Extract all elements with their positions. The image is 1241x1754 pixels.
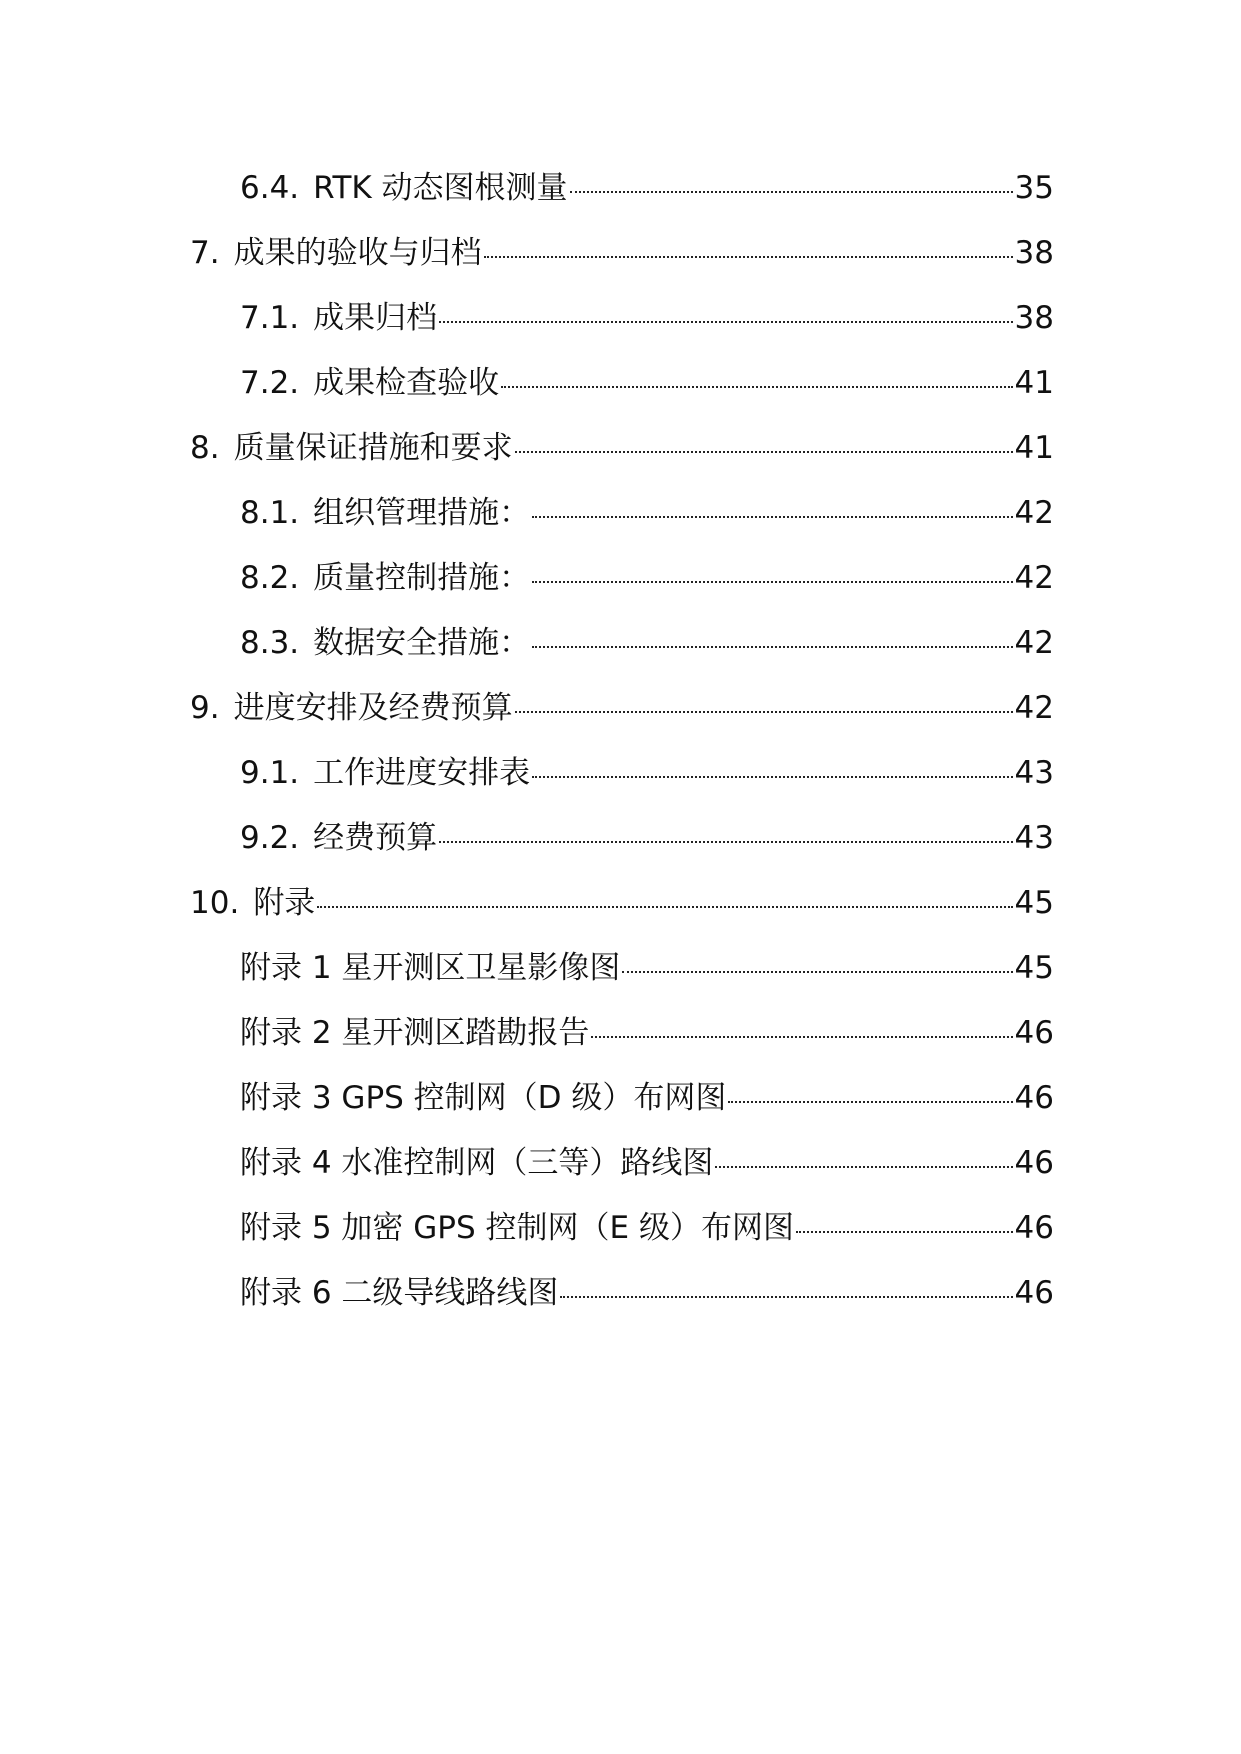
toc-dot-leader — [570, 191, 1013, 193]
toc-entry-number: 8.3. — [240, 625, 300, 661]
toc-entry-page-number: 46 — [1014, 1080, 1054, 1116]
toc-entry-number: 9.2. — [240, 820, 300, 856]
toc-entry[interactable] — [190, 1196, 1054, 1261]
toc-entry-title: 成果归档 — [313, 300, 438, 336]
toc-entry-page-number: 42 — [1014, 560, 1054, 596]
toc-entry-title: 组织管理措施： — [313, 495, 531, 531]
toc-entry-page-number: 38 — [1014, 300, 1054, 336]
toc-entry[interactable] — [190, 611, 1054, 676]
toc-dot-leader — [796, 1231, 1013, 1233]
toc-entry-title: 附录 2 星开测区踏勘报告 — [240, 1015, 590, 1051]
toc-entry[interactable] — [190, 676, 1054, 741]
toc-entry-page-number: 46 — [1014, 1210, 1054, 1246]
toc-entry-title: 经费预算 — [313, 820, 438, 856]
toc-entry-title: 附录 1 星开测区卫星影像图 — [240, 950, 621, 986]
toc-dot-leader — [532, 516, 1012, 518]
toc-entry-page-number: 42 — [1014, 625, 1054, 661]
toc-entry-number: 7. — [190, 235, 220, 271]
toc-dot-leader — [622, 971, 1012, 973]
toc-dot-leader — [515, 711, 1013, 713]
toc-dot-leader — [439, 841, 1012, 843]
toc-dot-leader — [532, 581, 1012, 583]
toc-entry-number: 7.2. — [240, 365, 300, 401]
toc-entry[interactable] — [190, 546, 1054, 611]
toc-entry-title: 进度安排及经费预算 — [233, 690, 513, 726]
toc-entry-number: 8.2. — [240, 560, 300, 596]
toc-entry-number: 6.4. — [240, 170, 300, 206]
toc-entry-page-number: 45 — [1014, 950, 1054, 986]
toc-entry[interactable] — [190, 286, 1054, 351]
toc-dot-leader — [439, 321, 1012, 323]
toc-entry-page-number: 35 — [1014, 170, 1054, 206]
toc-entry[interactable] — [190, 936, 1054, 1001]
toc-entry[interactable] — [190, 741, 1054, 806]
toc-entry-page-number: 43 — [1014, 820, 1054, 856]
toc-entry-title: 质量保证措施和要求 — [233, 430, 513, 466]
toc-dot-leader — [515, 451, 1013, 453]
toc-dot-leader — [484, 256, 1013, 258]
toc-entry-title: 成果的验收与归档 — [233, 235, 482, 271]
toc-entry-number: 10. — [190, 885, 240, 921]
toc-entry-title: 附录 6 二级导线路线图 — [240, 1275, 559, 1311]
toc-entry-title: 附录 4 水准控制网（三等）路线图 — [240, 1145, 714, 1181]
toc-dot-leader — [532, 646, 1012, 648]
toc-entry-number: 8.1. — [240, 495, 300, 531]
toc-entry[interactable] — [190, 416, 1054, 481]
toc-entry-page-number: 42 — [1014, 495, 1054, 531]
toc-entry-page-number: 41 — [1014, 365, 1054, 401]
toc-entry[interactable] — [190, 156, 1054, 221]
toc-entry-title: 质量控制措施： — [313, 560, 531, 596]
toc-entry-page-number: 41 — [1014, 430, 1054, 466]
toc-entry-number: 9. — [190, 690, 220, 726]
toc-entry-title: 附录 5 加密 GPS 控制网（E 级）布网图 — [240, 1210, 794, 1246]
toc-dot-leader — [560, 1296, 1012, 1298]
toc-dot-leader — [591, 1036, 1012, 1038]
toc-dot-leader — [501, 386, 1012, 388]
toc-entry-page-number: 45 — [1014, 885, 1054, 921]
toc-entry[interactable] — [190, 351, 1054, 416]
toc-dot-leader — [728, 1101, 1012, 1103]
toc-dot-leader — [317, 906, 1012, 908]
table-of-contents — [190, 156, 1054, 1326]
toc-entry-title: RTK 动态图根测量 — [313, 170, 568, 206]
toc-entry-page-number: 46 — [1014, 1275, 1054, 1311]
toc-entry-title: 数据安全措施： — [313, 625, 531, 661]
toc-entry[interactable] — [190, 221, 1054, 286]
toc-entry-page-number: 46 — [1014, 1145, 1054, 1181]
toc-entry-title: 附录 3 GPS 控制网（D 级）布网图 — [240, 1080, 727, 1116]
toc-entry[interactable] — [190, 1131, 1054, 1196]
toc-dot-leader — [715, 1166, 1012, 1168]
toc-entry-page-number: 42 — [1014, 690, 1054, 726]
toc-entry-title: 附录 — [253, 885, 316, 921]
toc-entry[interactable] — [190, 1261, 1054, 1326]
toc-entry[interactable] — [190, 1066, 1054, 1131]
toc-entry-number: 9.1. — [240, 755, 300, 791]
toc-entry-title: 成果检查验收 — [313, 365, 500, 401]
toc-entry-title: 工作进度安排表 — [313, 755, 531, 791]
toc-entry-number: 8. — [190, 430, 220, 466]
toc-entry-page-number: 46 — [1014, 1015, 1054, 1051]
toc-entry-number: 7.1. — [240, 300, 300, 336]
toc-entry-page-number: 38 — [1014, 235, 1054, 271]
toc-dot-leader — [532, 776, 1012, 778]
toc-entry[interactable] — [190, 871, 1054, 936]
toc-entry[interactable] — [190, 806, 1054, 871]
toc-entry[interactable] — [190, 481, 1054, 546]
toc-entry-page-number: 43 — [1014, 755, 1054, 791]
toc-entry[interactable] — [190, 1001, 1054, 1066]
